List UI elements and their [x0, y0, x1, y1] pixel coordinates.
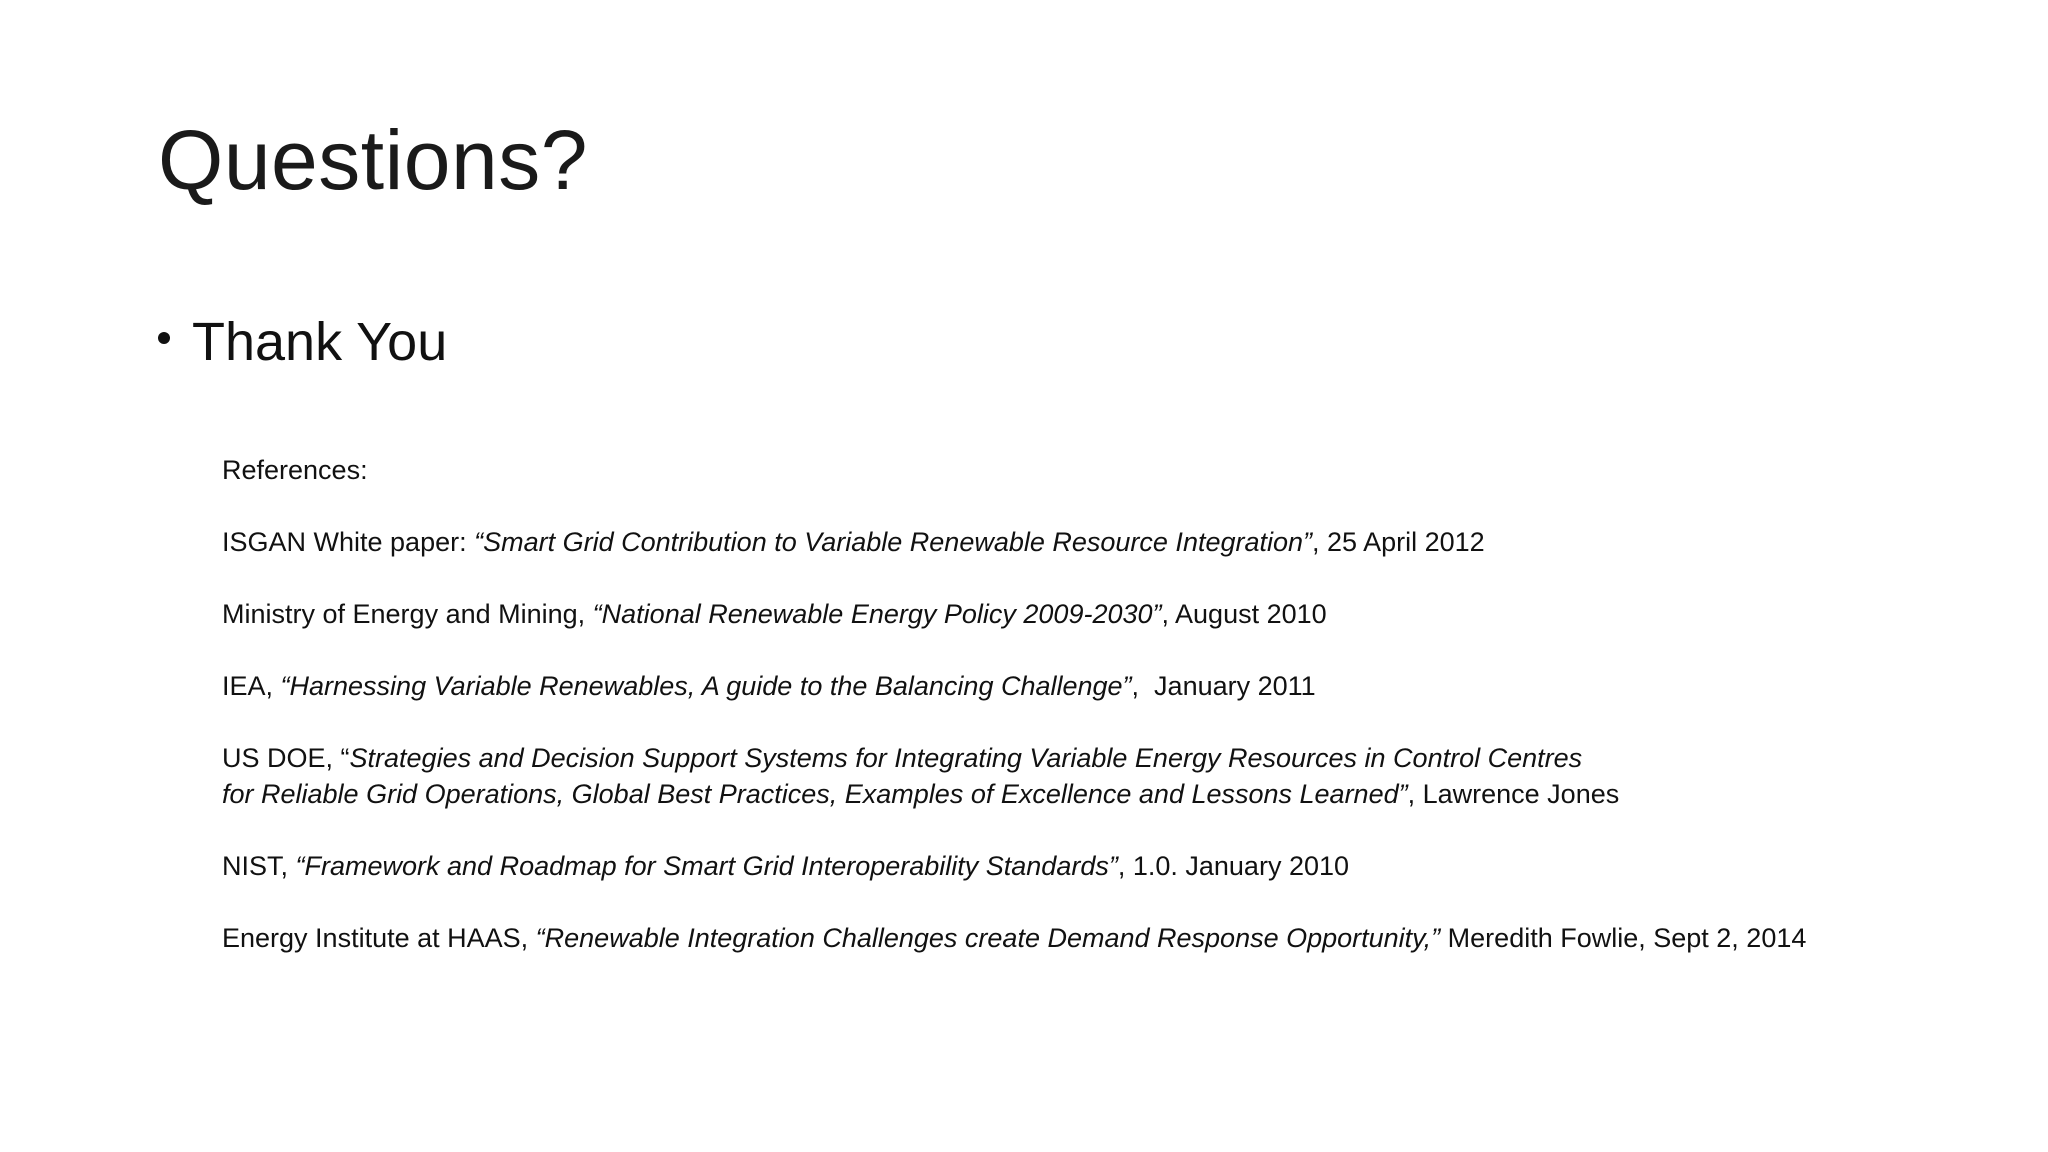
reference-prefix: Energy Institute at HAAS,	[222, 923, 536, 953]
reference-item	[222, 920, 1806, 956]
bullet-text: Thank You	[192, 312, 448, 372]
reference-prefix: ISGAN White paper:	[222, 527, 475, 557]
reference-suffix: , Lawrence Jones	[1407, 779, 1620, 809]
reference-item	[222, 668, 1806, 704]
reference-title-line2: for Reliable Grid Operations, Global Best Practices, Examples of Excellence and Lessons Learned”	[222, 779, 1408, 809]
reference-item	[222, 596, 1806, 632]
reference-prefix: US DOE, “	[222, 743, 350, 773]
reference-title: “Renewable Integration Challenges create Demand Response Opportunity,”	[535, 923, 1441, 953]
reference-suffix: , January 2011	[1131, 671, 1316, 701]
slide-title: Questions?	[158, 113, 588, 207]
reference-suffix: , 25 April 2012	[1312, 527, 1485, 557]
reference-item	[222, 524, 1806, 560]
reference-prefix: IEA,	[222, 671, 281, 701]
reference-title-line1: Strategies and Decision Support Systems for Integrating Variable Energy Resources in Control Centres	[349, 743, 1583, 773]
reference-suffix: Meredith Fowlie, Sept 2, 2014	[1440, 923, 1807, 953]
reference-suffix: , 1.0. January 2010	[1117, 851, 1350, 881]
reference-title: “Harnessing Variable Renewables, A guide to the Balancing Challenge”	[280, 671, 1132, 701]
reference-item	[222, 740, 1806, 812]
reference-title: “National Renewable Energy Policy 2009-2030”	[592, 599, 1162, 629]
bullet-item	[158, 312, 448, 372]
references-block	[222, 452, 1806, 992]
bullet-dot-icon	[158, 332, 170, 344]
reference-prefix: Ministry of Energy and Mining,	[222, 599, 593, 629]
reference-suffix: , August 2010	[1161, 599, 1327, 629]
references-heading: References:	[222, 455, 368, 485]
reference-title: “Smart Grid Contribution to Variable Renewable Resource Integration”	[474, 527, 1313, 557]
reference-title: “Framework and Roadmap for Smart Grid Interoperability Standards”	[295, 851, 1118, 881]
reference-item	[222, 848, 1806, 884]
reference-prefix: NIST,	[222, 851, 296, 881]
